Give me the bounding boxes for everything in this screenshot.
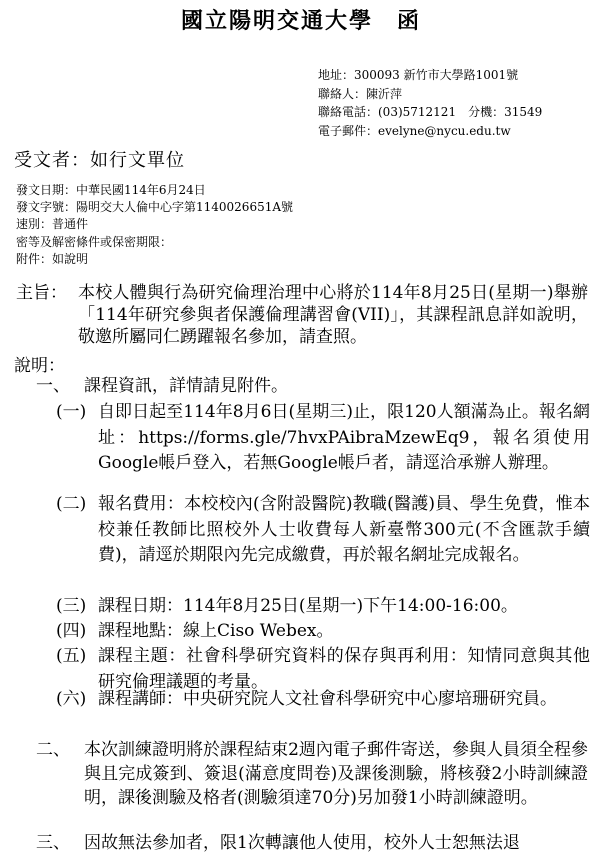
sub-item-text: 課程主題：社會科學研究資料的保存與再利用：知情同意與其他研究倫理議題的考量。 [98,646,590,692]
explanation-label: 說明： [14,356,65,376]
contact-email: 電子郵件：evelyne@nycu.edu.tw [318,123,511,138]
document-meta [16,182,293,268]
delivery-speed: 速別：普通件 [16,217,89,232]
contact-phone: 聯絡電話：(03)5712121 分機：31549 [318,105,543,119]
explanation-item-2 [36,738,588,810]
subject-text: 本校人體與行為研究倫理治理中心將於114年8月25日(星期一)舉辦「114年研究參與者保護倫理講習會(VII)」，其課程訊息詳如說明，敬邀所屬同仁踴躍報名參加，請查照。 [78,283,588,347]
sub-item-number: (五) [56,646,87,666]
sub-item-number: (六) [56,689,87,709]
explanation-item-3 [36,831,588,857]
contact-block [318,66,542,140]
contact-person: 聯絡人：陳沂萍 [318,86,403,101]
subject-label: 主旨： [16,283,67,303]
course-info-registration-period [56,400,590,477]
secrecy-level: 密等及解密條件或保密期限： [16,234,173,249]
item-text: 課程資訊，詳情請見附件。 [84,376,288,396]
course-info-lecturer [56,687,590,713]
item-number: 一、 [36,376,70,396]
item-text: 本次訓練證明將於課程結束2週內電子郵件寄送，參與人員須全程參與且完成簽到、簽退(滿意度問卷)及課後測驗，將核發2小時訓練證明，課後測驗及格者(測驗須達70分)另加發1小時訓練證明。 [84,740,588,808]
item-number: 三、 [36,833,70,853]
sub-item-text: 課程地點：線上Ciso Webex。 [98,621,334,641]
document-number: 發文字號：陽明交大人倫中心字第1140026651A號 [16,200,294,215]
sub-item-number: (四) [56,621,87,641]
issue-date: 發文日期：中華民國114年6月24日 [16,183,206,197]
sub-item-text: 課程講師：中央研究院人文社會科學研究中心廖培珊研究員。 [98,689,557,709]
sub-item-number: (二) [56,494,87,514]
subject-section [16,282,588,348]
item-number: 二、 [36,740,70,760]
document-title: 國立陽明交通大學 函 [180,8,421,34]
sub-item-number: (一) [56,402,87,422]
sub-item-number: (三) [56,596,87,616]
course-info-location [56,619,590,645]
explanation-item-1 [36,374,588,400]
contact-address: 地址：300093 新竹市大學路1001號 [318,68,519,82]
sub-item-text: 報名費用：本校校內(含附設醫院)教職(醫護)員、學生免費，惟本校兼任教師比照校外人士收費每人新臺幣300元(不含匯款手續費)，請逕於期限內先完成繳費，再於報名網址完成報名。 [98,494,590,565]
recipient-line: 受文者：如行文單位 [14,150,185,171]
sub-item-text: 自即日起至114年8月6日(星期三)止，限120人額滿為止。報名網址：https://forms.gle/7hvxPAibraMzewEq9，報名須使用Google帳戶登入，若無Google帳戶者，請逕洽承辦人辦理。 [98,402,590,473]
attachment-note: 附件：如說明 [16,251,89,266]
course-info-date [56,594,590,620]
sub-item-text: 課程日期：114年8月25日(星期一)下午14:00-16:00。 [98,596,518,616]
course-info-fee [56,492,590,569]
item-text: 因故無法參加者，限1次轉讓他人使用，校外人士恕無法退 [84,833,520,853]
